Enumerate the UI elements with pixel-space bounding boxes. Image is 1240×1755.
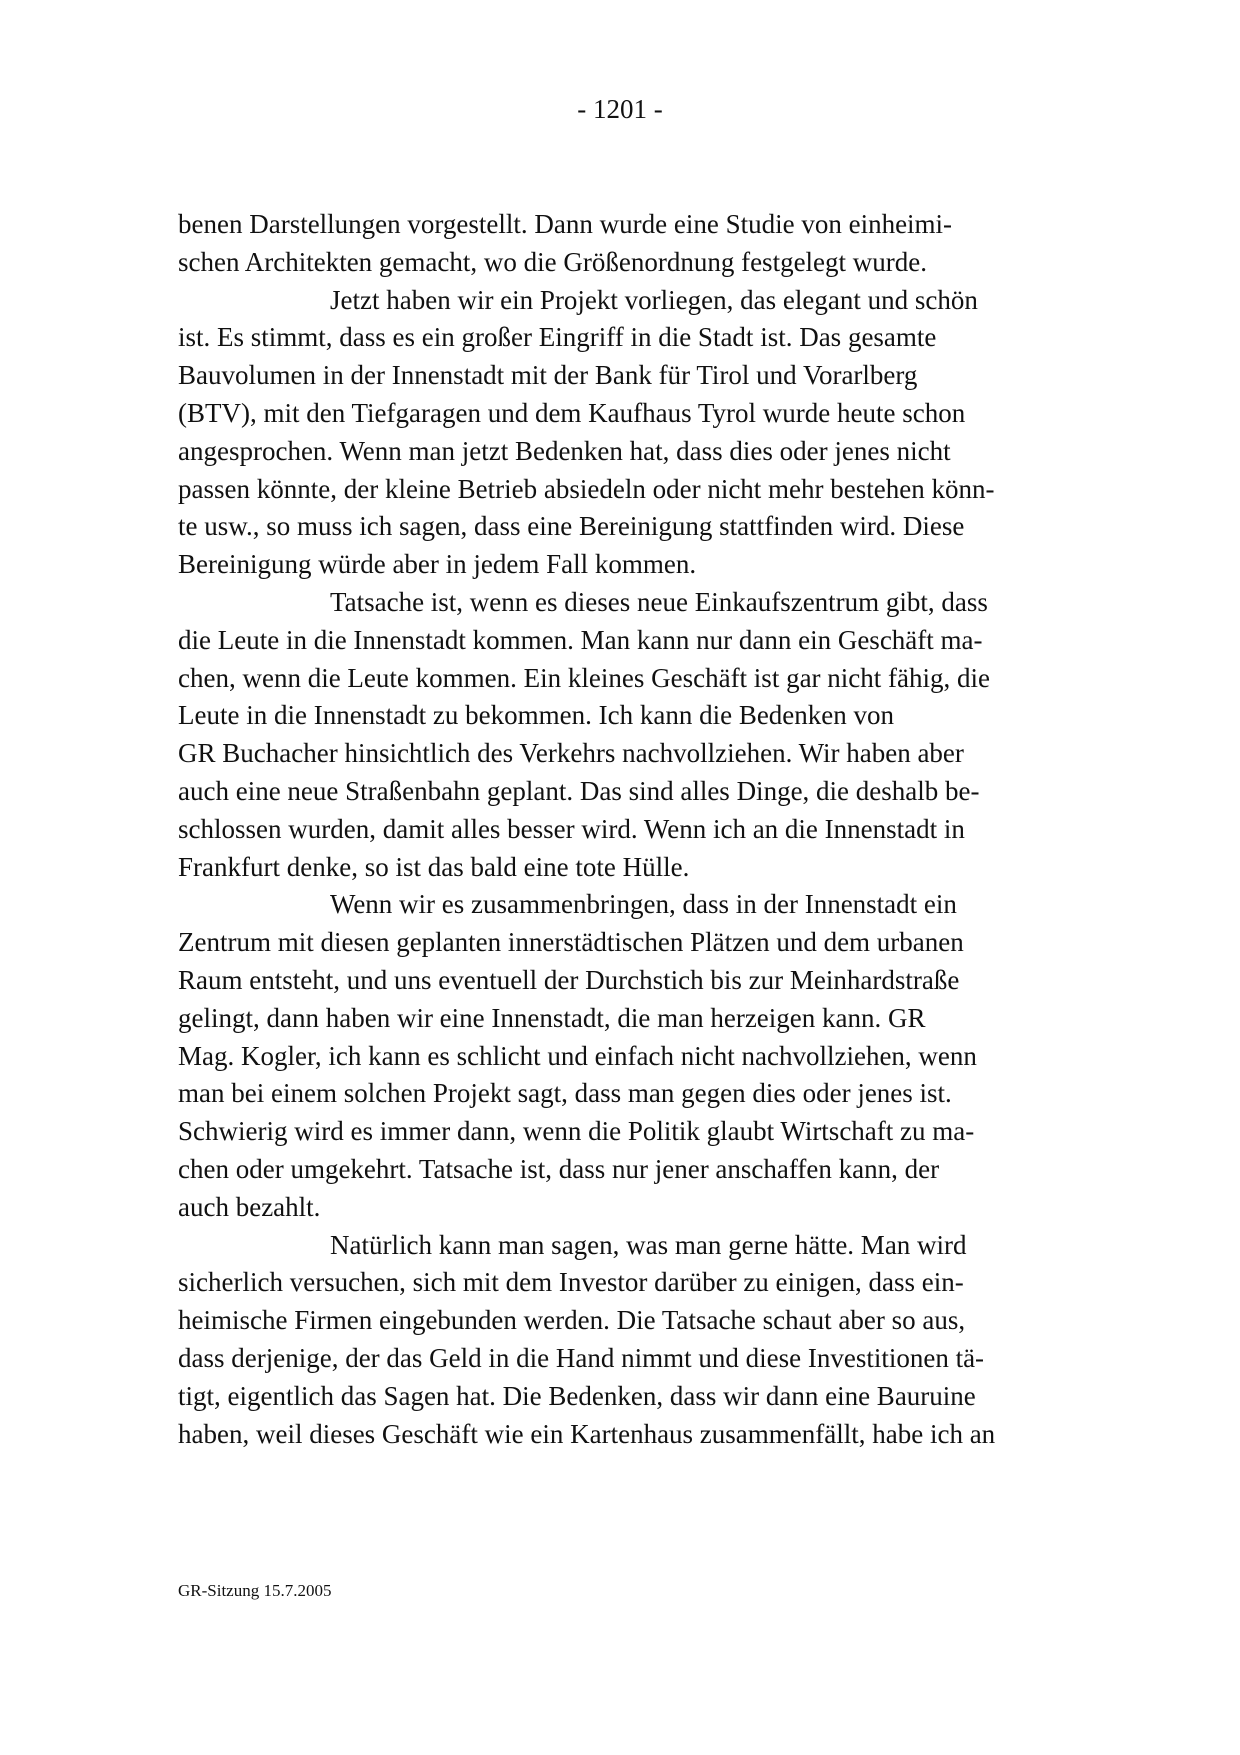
- text-line: dass derjenige, der das Geld in die Hand nimmt und diese Investitionen tä-: [178, 1342, 985, 1373]
- paragraph-first-line: Tatsache ist, wenn es dieses neue Einkaufszentrum gibt, dass: [330, 586, 988, 617]
- text-line: schen Architekten gemacht, wo die Größenordnung festgelegt wurde.: [178, 246, 928, 277]
- text-line: gelingt, dann haben wir eine Innenstadt, die man herzeigen kann. GR: [178, 1002, 926, 1033]
- text-line: Bauvolumen in der Innenstadt mit der Bank für Tirol und Vorarlberg: [178, 360, 918, 391]
- text-line: ist. Es stimmt, dass es ein großer Eingriff in die Stadt ist. Das gesamte: [178, 322, 937, 353]
- paragraph-first-line: Jetzt haben wir ein Projekt vorliegen, das elegant und schön: [330, 284, 978, 315]
- text-line: angesprochen. Wenn man jetzt Bedenken hat, dass dies oder jenes nicht: [178, 435, 951, 466]
- text-line: GR Buchacher hinsichtlich des Verkehrs nachvollziehen. Wir haben aber: [178, 738, 964, 769]
- paragraph-first-line: Natürlich kann man sagen, was man gerne hätte. Man wird: [330, 1229, 967, 1260]
- body-text: [178, 206, 1078, 1453]
- text-line: Zentrum mit diesen geplanten innerstädtischen Plätzen und dem urbanen: [178, 927, 964, 958]
- text-line: Schwierig wird es immer dann, wenn die Politik glaubt Wirtschaft zu ma-: [178, 1116, 975, 1147]
- text-line: man bei einem solchen Projekt sagt, dass man gegen dies oder jenes ist.: [178, 1078, 952, 1109]
- text-line: haben, weil dieses Geschäft wie ein Kartenhaus zusammenfällt, habe ich an: [178, 1418, 996, 1449]
- text-line: (BTV), mit den Tiefgaragen und dem Kaufhaus Tyrol wurde heute schon: [178, 397, 966, 428]
- text-line: heimische Firmen eingebunden werden. Die Tatsache schaut aber so aus,: [178, 1305, 966, 1336]
- text-line: passen könnte, der kleine Betrieb absiedeln oder nicht mehr bestehen könn-: [178, 473, 995, 504]
- text-line: Mag. Kogler, ich kann es schlicht und einfach nicht nachvollziehen, wenn: [178, 1040, 977, 1071]
- footer-session-date: GR-Sitzung 15.7.2005: [178, 1581, 332, 1600]
- text-line: Bereinigung würde aber in jedem Fall kommen.: [178, 549, 697, 580]
- text-line: tigt, eigentlich das Sagen hat. Die Bedenken, dass wir dann eine Bauruine: [178, 1380, 976, 1411]
- text-line: chen, wenn die Leute kommen. Ein kleines Geschäft ist gar nicht fähig, die: [178, 662, 990, 693]
- page-number: - 1201 -: [577, 94, 663, 124]
- text-line: Raum entsteht, und uns eventuell der Durchstich bis zur Meinhardstraße: [178, 964, 960, 995]
- text-line: die Leute in die Innenstadt kommen. Man kann nur dann ein Geschäft ma-: [178, 624, 983, 655]
- text-line: schlossen wurden, damit alles besser wird. Wenn ich an die Innenstadt in: [178, 813, 965, 844]
- text-line: te usw., so muss ich sagen, dass eine Bereinigung stattfinden wird. Diese: [178, 511, 965, 542]
- text-line: Leute in die Innenstadt zu bekommen. Ich kann die Bedenken von: [178, 700, 895, 731]
- text-line: auch eine neue Straßenbahn geplant. Das sind alles Dinge, die deshalb be-: [178, 775, 980, 806]
- text-line: Frankfurt denke, so ist das bald eine tote Hülle.: [178, 851, 690, 882]
- paragraph-first-line: Wenn wir es zusammenbringen, dass in der Innenstadt ein: [330, 889, 957, 920]
- text-line: benen Darstellungen vorgestellt. Dann wurde eine Studie von einheimi-: [178, 209, 953, 239]
- text-line: auch bezahlt.: [178, 1191, 321, 1222]
- text-line: sicherlich versuchen, sich mit dem Investor darüber zu einigen, dass ein-: [178, 1267, 964, 1298]
- text-line: chen oder umgekehrt. Tatsache ist, dass nur jener anschaffen kann, der: [178, 1153, 940, 1184]
